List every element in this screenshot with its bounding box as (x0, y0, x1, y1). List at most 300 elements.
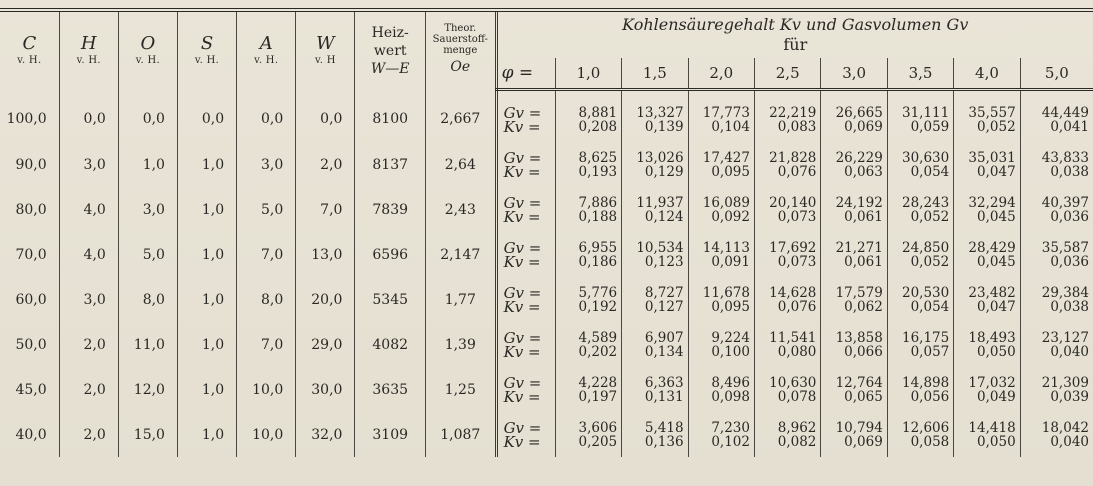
kv-value: 0,136 (644, 433, 684, 450)
cell-h: 2,0 (59, 412, 118, 457)
cell-gv-kv (954, 367, 1020, 412)
cell-gv-kv (821, 367, 887, 412)
phi-value: 4,0 (954, 58, 1020, 90)
kv-value: 0,192 (578, 298, 618, 315)
kv-value: 0,076 (777, 163, 817, 180)
gv-label: Gv = (503, 373, 542, 392)
cell-gv-kv (821, 277, 887, 322)
cell-h: 2,0 (59, 322, 118, 367)
gv-value: 14,898 (902, 374, 950, 391)
cell-a: 10,0 (237, 412, 296, 457)
cell-sauerstoff: 2,43 (426, 187, 497, 232)
cell-gv-kv (754, 142, 820, 187)
gv-value: 30,630 (902, 149, 950, 166)
gv-value: 28,429 (968, 239, 1016, 256)
table-row (0, 142, 1093, 187)
gv-value: 6,907 (644, 329, 684, 346)
kv-value: 0,066 (844, 343, 883, 360)
cell-w: 2,0 (296, 142, 355, 187)
cell-gv-kv-label (496, 232, 555, 277)
kv-value: 0,040 (1050, 343, 1089, 360)
cell-gv-kv (1020, 187, 1093, 232)
gv-value: 7,886 (578, 194, 618, 211)
table-row (0, 232, 1093, 277)
cell-gv-kv (555, 187, 621, 232)
cell-s: 1,0 (177, 322, 236, 367)
gv-value: 14,418 (968, 419, 1016, 436)
cell-gv-kv (821, 90, 887, 143)
cell-c: 40,0 (15, 426, 47, 443)
cell-gv-kv (821, 412, 887, 457)
kv-value: 0,061 (844, 208, 883, 225)
cell-gv-kv (555, 367, 621, 412)
kv-value: 0,058 (910, 433, 950, 450)
cell-o: 12,0 (118, 367, 177, 412)
kv-value: 0,052 (910, 253, 950, 270)
kv-value: 0,059 (910, 118, 950, 135)
cell-c: 60,0 (15, 291, 47, 308)
cell-s: 1,0 (177, 277, 236, 322)
col-header-a: A v. H. (237, 10, 296, 90)
cell-gv-kv (754, 232, 820, 277)
kv-value: 0,131 (644, 388, 684, 405)
gv-value: 32,294 (968, 194, 1016, 211)
kv-value: 0,039 (1050, 388, 1089, 405)
cell-gv-kv (754, 367, 820, 412)
kv-value: 0,188 (578, 208, 618, 225)
gv-value: 14,628 (769, 284, 817, 301)
cell-gv-kv-label (496, 412, 555, 457)
cell-sauerstoff: 2,64 (426, 142, 497, 187)
cell-sauerstoff: 1,39 (426, 322, 497, 367)
kv-value: 0,050 (977, 433, 1016, 450)
kv-value: 0,036 (1050, 253, 1089, 270)
gv-value: 20,140 (769, 194, 817, 211)
gv-value: 21,828 (769, 149, 817, 166)
cell-sauerstoff: 1,77 (426, 277, 497, 322)
cell-gv-kv (1020, 412, 1093, 457)
gv-value: 35,031 (968, 149, 1016, 166)
kv-value: 0,052 (977, 118, 1016, 135)
gv-label: Gv = (503, 418, 542, 437)
gv-value: 10,794 (835, 419, 883, 436)
gv-value: 12,764 (835, 374, 883, 391)
cell-gv-kv (954, 142, 1020, 187)
cell-a: 0,0 (237, 90, 296, 143)
table-row (0, 90, 1093, 143)
kv-value: 0,129 (644, 163, 684, 180)
cell-gv-kv (954, 232, 1020, 277)
col-header-s: S v. H. (177, 10, 236, 90)
kv-label: Kv = (503, 342, 541, 361)
cell-gv-kv (754, 322, 820, 367)
kv-value: 0,040 (1050, 433, 1089, 450)
cell-gv-kv (555, 142, 621, 187)
cell-s: 1,0 (177, 367, 236, 412)
cell-gv-kv (622, 412, 688, 457)
kv-value: 0,054 (910, 163, 950, 180)
cell-s: 0,0 (177, 90, 236, 143)
gv-value: 18,042 (1041, 419, 1089, 436)
kv-value: 0,139 (644, 118, 684, 135)
gv-value: 10,534 (636, 239, 684, 256)
gv-label: Gv = (503, 283, 542, 302)
gv-value: 8,727 (644, 284, 684, 301)
table-row (0, 322, 1093, 367)
cell-gv-kv (887, 90, 953, 143)
cell-gv-kv-label (496, 322, 555, 367)
gv-value: 8,962 (777, 419, 817, 436)
cell-o: 8,0 (118, 277, 177, 322)
cell-gv-kv (887, 277, 953, 322)
cell-s: 1,0 (177, 187, 236, 232)
kv-value: 0,127 (644, 298, 684, 315)
cell-gv-kv (754, 412, 820, 457)
cell-gv-kv (754, 277, 820, 322)
gv-value: 26,665 (835, 104, 883, 121)
cell-gv-kv-label (496, 367, 555, 412)
gv-value: 3,606 (578, 419, 618, 436)
cell-a: 8,0 (237, 277, 296, 322)
kv-value: 0,065 (844, 388, 883, 405)
cell-w: 30,0 (296, 367, 355, 412)
cell-w: 29,0 (296, 322, 355, 367)
col-header-heizwert: Heiz- wert W—E (355, 10, 426, 90)
kv-value: 0,095 (711, 298, 750, 315)
gv-value: 7,230 (711, 419, 750, 436)
phi-value: 3,0 (821, 58, 887, 90)
kv-value: 0,100 (711, 343, 750, 360)
kv-value: 0,050 (977, 343, 1016, 360)
cell-heizwert: 5345 (355, 277, 426, 322)
cell-gv-kv-label (496, 187, 555, 232)
cell-gv-kv (887, 142, 953, 187)
kv-value: 0,069 (844, 118, 883, 135)
gv-value: 16,089 (702, 194, 750, 211)
cell-h: 3,0 (59, 142, 118, 187)
cell-gv-kv (821, 322, 887, 367)
phi-value: 5,0 (1020, 58, 1093, 90)
cell-gv-kv-label (496, 90, 555, 143)
cell-heizwert: 4082 (355, 322, 426, 367)
gv-value: 5,418 (644, 419, 684, 436)
gv-value: 11,678 (702, 284, 750, 301)
cell-o: 11,0 (118, 322, 177, 367)
cell-o: 0,0 (118, 90, 177, 143)
gv-value: 4,589 (578, 329, 618, 346)
cell-gv-kv (622, 277, 688, 322)
kv-label: Kv = (503, 207, 541, 226)
cell-gv-kv (821, 187, 887, 232)
gv-value: 18,493 (968, 329, 1016, 346)
cell-sauerstoff: 2,667 (426, 90, 497, 143)
kv-value: 0,047 (977, 163, 1016, 180)
gv-value: 16,175 (902, 329, 950, 346)
cell-h: 4,0 (59, 232, 118, 277)
col-header-o: O v. H. (118, 10, 177, 90)
cell-a: 7,0 (237, 232, 296, 277)
cell-o: 5,0 (118, 232, 177, 277)
kv-value: 0,205 (578, 433, 618, 450)
gv-value: 43,833 (1041, 149, 1089, 166)
cell-gv-kv (887, 412, 953, 457)
cell-gv-kv (622, 232, 688, 277)
kv-value: 0,092 (711, 208, 750, 225)
cell-gv-kv (954, 187, 1020, 232)
cell-gv-kv (821, 232, 887, 277)
cell-h: 2,0 (59, 367, 118, 412)
gv-label: Gv = (503, 148, 542, 167)
cell-a: 5,0 (237, 187, 296, 232)
kv-value: 0,052 (910, 208, 950, 225)
cell-gv-kv-label (496, 142, 555, 187)
cell-gv-kv (688, 367, 754, 412)
kv-value: 0,054 (910, 298, 950, 315)
cell-gv-kv (887, 322, 953, 367)
cell-heizwert: 3109 (355, 412, 426, 457)
gv-value: 31,111 (902, 104, 950, 121)
kv-value: 0,056 (910, 388, 950, 405)
gv-value: 17,427 (702, 149, 750, 166)
cell-gv-kv (622, 187, 688, 232)
gv-value: 17,032 (968, 374, 1016, 391)
cell-a: 10,0 (237, 367, 296, 412)
cell-gv-kv (754, 187, 820, 232)
gv-value: 5,776 (578, 284, 618, 301)
col-header-w: W v. H (296, 10, 355, 90)
kv-value: 0,083 (777, 118, 817, 135)
cell-heizwert: 8100 (355, 90, 426, 143)
gv-value: 13,327 (636, 104, 684, 121)
kv-value: 0,062 (844, 298, 883, 315)
gv-value: 11,541 (769, 329, 817, 346)
gv-label: Gv = (503, 238, 542, 257)
cell-gv-kv (1020, 367, 1093, 412)
col-header-kohlensaeure: Kohlensäuregehalt Kv und Gasvolumen Gv für (496, 10, 1093, 58)
gv-value: 6,363 (644, 374, 684, 391)
gv-value: 14,113 (702, 239, 750, 256)
gv-value: 23,127 (1041, 329, 1089, 346)
cell-heizwert: 6596 (355, 232, 426, 277)
kv-label: Kv = (503, 117, 541, 136)
gv-value: 17,692 (769, 239, 817, 256)
gv-value: 21,309 (1041, 374, 1089, 391)
gv-value: 21,271 (835, 239, 883, 256)
kv-value: 0,102 (711, 433, 750, 450)
kv-value: 0,076 (777, 298, 817, 315)
cell-c: 45,0 (15, 381, 47, 398)
cell-s: 1,0 (177, 232, 236, 277)
cell-gv-kv (688, 90, 754, 143)
cell-gv-kv (954, 277, 1020, 322)
cell-gv-kv (954, 322, 1020, 367)
cell-gv-kv (555, 277, 621, 322)
cell-gv-kv (1020, 322, 1093, 367)
kv-value: 0,045 (977, 253, 1016, 270)
table-row (0, 412, 1093, 457)
kv-value: 0,061 (844, 253, 883, 270)
kv-value: 0,063 (844, 163, 883, 180)
kv-value: 0,080 (777, 343, 817, 360)
cell-gv-kv (555, 90, 621, 143)
cell-heizwert: 8137 (355, 142, 426, 187)
cell-gv-kv (821, 142, 887, 187)
cell-gv-kv (1020, 142, 1093, 187)
kv-value: 0,082 (777, 433, 817, 450)
table-row (0, 277, 1093, 322)
cell-gv-kv (688, 187, 754, 232)
cell-w: 7,0 (296, 187, 355, 232)
kv-value: 0,104 (711, 118, 750, 135)
cell-c: 100,0 (6, 110, 47, 127)
phi-value: 2,0 (688, 58, 754, 90)
cell-gv-kv (622, 367, 688, 412)
kv-label: Kv = (503, 387, 541, 406)
cell-heizwert: 7839 (355, 187, 426, 232)
kv-value: 0,186 (578, 253, 618, 270)
cell-gv-kv (555, 232, 621, 277)
cell-gv-kv (1020, 277, 1093, 322)
cell-h: 4,0 (59, 187, 118, 232)
kv-value: 0,057 (910, 343, 950, 360)
kv-label: Kv = (503, 252, 541, 271)
gv-value: 17,579 (835, 284, 883, 301)
kv-value: 0,047 (977, 298, 1016, 315)
gv-value: 8,496 (711, 374, 750, 391)
cell-h: 3,0 (59, 277, 118, 322)
kv-label: Kv = (503, 162, 541, 181)
kv-label: Kv = (503, 297, 541, 316)
cell-o: 1,0 (118, 142, 177, 187)
kv-value: 0,208 (578, 118, 618, 135)
gv-label: Gv = (503, 103, 542, 122)
kv-value: 0,134 (644, 343, 684, 360)
cell-o: 3,0 (118, 187, 177, 232)
phi-value: 1,0 (555, 58, 621, 90)
cell-gv-kv (688, 232, 754, 277)
gv-value: 44,449 (1041, 104, 1089, 121)
gv-label: Gv = (503, 193, 542, 212)
cell-sauerstoff: 1,25 (426, 367, 497, 412)
cell-gv-kv (688, 142, 754, 187)
cell-gv-kv (887, 232, 953, 277)
kv-value: 0,073 (777, 253, 817, 270)
cell-gv-kv (1020, 232, 1093, 277)
kv-value: 0,036 (1050, 208, 1089, 225)
cell-c: 80,0 (15, 201, 47, 218)
cell-c: 70,0 (15, 246, 47, 263)
kv-value: 0,049 (977, 388, 1016, 405)
gv-value: 20,530 (902, 284, 950, 301)
phi-value: 1,5 (622, 58, 688, 90)
cell-gv-kv (555, 412, 621, 457)
cell-w: 32,0 (296, 412, 355, 457)
kv-value: 0,078 (777, 388, 817, 405)
kv-value: 0,197 (578, 388, 618, 405)
cell-gv-kv (887, 367, 953, 412)
gv-value: 28,243 (902, 194, 950, 211)
cell-h: 0,0 (59, 90, 118, 143)
phi-value: 2,5 (754, 58, 820, 90)
gv-value: 8,881 (578, 104, 618, 121)
cell-gv-kv-label (496, 277, 555, 322)
phi-value: 3,5 (887, 58, 953, 90)
kv-value: 0,045 (977, 208, 1016, 225)
cell-gv-kv (688, 412, 754, 457)
gv-value: 17,773 (702, 104, 750, 121)
gv-value: 26,229 (835, 149, 883, 166)
cell-w: 0,0 (296, 90, 355, 143)
kv-value: 0,098 (711, 388, 750, 405)
cell-gv-kv (688, 277, 754, 322)
cell-sauerstoff: 1,087 (426, 412, 497, 457)
kv-value: 0,123 (644, 253, 684, 270)
gv-value: 13,858 (835, 329, 883, 346)
col-header-sauerstoff: Theor. Sauerstoff- menge Oe (426, 10, 497, 90)
gv-value: 22,219 (769, 104, 817, 121)
gv-value: 8,625 (578, 149, 618, 166)
cell-gv-kv (954, 412, 1020, 457)
gv-label: Gv = (503, 328, 542, 347)
col-header-h: H v. H. (59, 10, 118, 90)
gv-value: 6,955 (578, 239, 618, 256)
cell-gv-kv (887, 187, 953, 232)
gv-value: 35,557 (968, 104, 1016, 121)
cell-c: 50,0 (15, 336, 47, 353)
gv-value: 35,587 (1041, 239, 1089, 256)
gv-value: 23,482 (968, 284, 1016, 301)
cell-w: 13,0 (296, 232, 355, 277)
gv-value: 13,026 (636, 149, 684, 166)
kv-label: Kv = (503, 432, 541, 451)
gv-value: 29,384 (1041, 284, 1089, 301)
cell-gv-kv (622, 90, 688, 143)
cell-gv-kv (754, 90, 820, 143)
gv-value: 24,850 (902, 239, 950, 256)
kv-value: 0,202 (578, 343, 618, 360)
cell-gv-kv (622, 142, 688, 187)
cell-o: 15,0 (118, 412, 177, 457)
kv-value: 0,193 (578, 163, 618, 180)
gv-value: 40,397 (1041, 194, 1089, 211)
kv-value: 0,038 (1050, 298, 1089, 315)
gv-value: 9,224 (711, 329, 750, 346)
gv-value: 10,630 (769, 374, 817, 391)
cell-gv-kv (555, 322, 621, 367)
cell-s: 1,0 (177, 412, 236, 457)
cell-gv-kv (1020, 90, 1093, 143)
gv-value: 11,937 (636, 194, 684, 211)
kv-value: 0,038 (1050, 163, 1089, 180)
cell-gv-kv (954, 90, 1020, 143)
gv-value: 24,192 (835, 194, 883, 211)
gv-value: 12,606 (902, 419, 950, 436)
phi-label: φ = (496, 58, 555, 90)
gv-value: 4,228 (578, 374, 618, 391)
cell-a: 7,0 (237, 322, 296, 367)
col-header-c: C v. H. (0, 10, 59, 90)
cell-sauerstoff: 2,147 (426, 232, 497, 277)
cell-s: 1,0 (177, 142, 236, 187)
kv-value: 0,073 (777, 208, 817, 225)
table-row (0, 367, 1093, 412)
kv-value: 0,095 (711, 163, 750, 180)
cell-a: 3,0 (237, 142, 296, 187)
cell-c: 90,0 (15, 156, 47, 173)
cell-gv-kv (688, 322, 754, 367)
cell-gv-kv (622, 322, 688, 367)
table-row (0, 187, 1093, 232)
